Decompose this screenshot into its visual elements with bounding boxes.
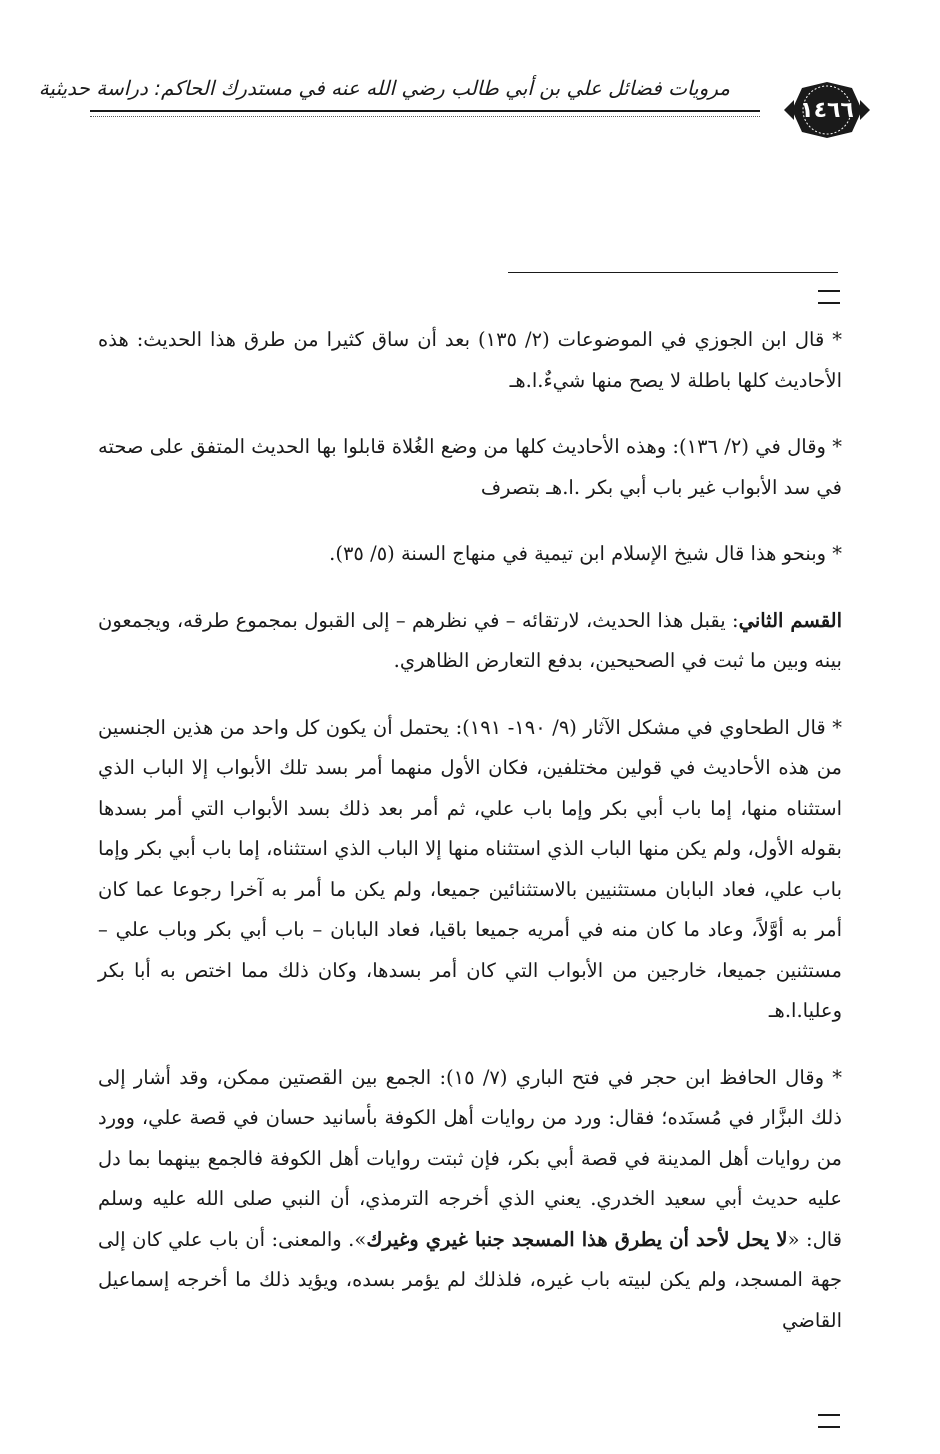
hadith-quote: لا يحل لأحد أن يطرق هذا المسجد جنبا غيري وغيرك — [366, 1227, 788, 1251]
ibn-hajar-tail: ». والمعنى: أن باب علي كان إلى جهة المسجد، ولم يكن لبيته باب غيره، فلذلك لم يؤمر بسده، ويؤيد ذلك ما أخرجه إسماعيل القاضي — [98, 1227, 842, 1332]
page-number-badge — [782, 80, 872, 140]
paragraph-second-section — [98, 601, 842, 682]
ibn-hajar-text: * وقال الحافظ ابن حجر في فتح الباري (٧/ ١٥): الجمع بين القصتين ممكن، وقد أشار إلى ذلك البزَّار في مُسنَده؛ فقال: ورد من روايات أهل الكوفة بأسانيد حسان في قصة علي، وورد من روايات أهل المدينة في قصة أبي بكر، فإن ثبتت روايات أهل الكوفة فالجمع بينهما بما دل عليه حديث أبي سعيد الخدري. يعني الذي أخرجه الترمذي، أن النبي صلى الله عليه وسلم قال: « — [98, 1065, 843, 1251]
header-rule-dotted — [90, 116, 760, 117]
running-title: مرويات فضائل علي بن أبي طالب رضي الله عنه في مستدرك الحاكم: دراسة حديثية — [38, 76, 730, 100]
paragraph-tahawi: * قال الطحاوي في مشكل الآثار (٩/ ١٩٠- ١٩١): يحتمل أن يكون كل واحد من هذين الجنسين من هذه الأحاديث في قولين مختلفين، فكان الأول منهما أمر بسد تلك الأبواب إلا الباب الذي استثناه منها، إما باب أبي بكر وإما باب علي، ثم أمر بعد ذلك بسد الأبواب التي أمر بسدها بقوله الأول، ولم يكن منها الباب الذي استثناه منها إلا الباب الذي استثناه، إما باب أبي بكر وإما باب علي، فعاد البابان مستثنيين بالاستثنائين جميعا، ولم يكن ما أمر به آخرا رجوعا عما كان أمر به أوَّلاً، وعاد ما كان منه في أمريه جميعا باقيا، فعاد البابان – باب أبي بكر وباب علي – مستثنين جميعا، خارجين من الأبواب التي كان أمر بسدها، وكان ذلك مما اختص به أبا بكر وعليا.ا.هـ — [98, 715, 842, 1022]
footnote-body — [98, 320, 842, 1367]
paragraph-ibn-jawzi-2: * وقال في (٢/ ١٣٦): وهذه الأحاديث كلها من وضع الغُلاة قابلوا بها الحديث المتفق على صحته في سد الأبواب غير باب أبي بكر .ا.هـ بتصرف — [98, 435, 842, 499]
section-heading: القسم الثاني — [738, 608, 842, 632]
continuation-mark-top — [818, 290, 840, 304]
paragraph-ibn-taymiyya: * وبنحو هذا قال شيخ الإسلام ابن تيمية في منهاج السنة (٥/ ٣٥). — [329, 542, 842, 565]
paragraph-ibn-hajar — [98, 1058, 842, 1342]
footnote-separator — [508, 272, 838, 273]
page-number: ١٤٦٦ — [800, 98, 854, 123]
continuation-mark-bottom — [818, 1414, 840, 1428]
paragraph-ibn-jawzi: * قال ابن الجوزي في الموضوعات (٢/ ١٣٥) بعد أن ساق كثيرا من طرق هذا الحديث: هذه الأحاديث كلها باطلة لا يصح منها شيءٌ.ا.هـ — [98, 328, 842, 392]
header-rule — [90, 110, 760, 112]
page-header — [38, 62, 880, 132]
section-text: : يقبل هذا الحديث، لارتقائه – في نظرهم – إلى القبول بمجموع طرقه، ويجمعون بينه وبين ما ثبت في الصحيحين، بدفع التعارض الظاهري. — [98, 608, 842, 672]
